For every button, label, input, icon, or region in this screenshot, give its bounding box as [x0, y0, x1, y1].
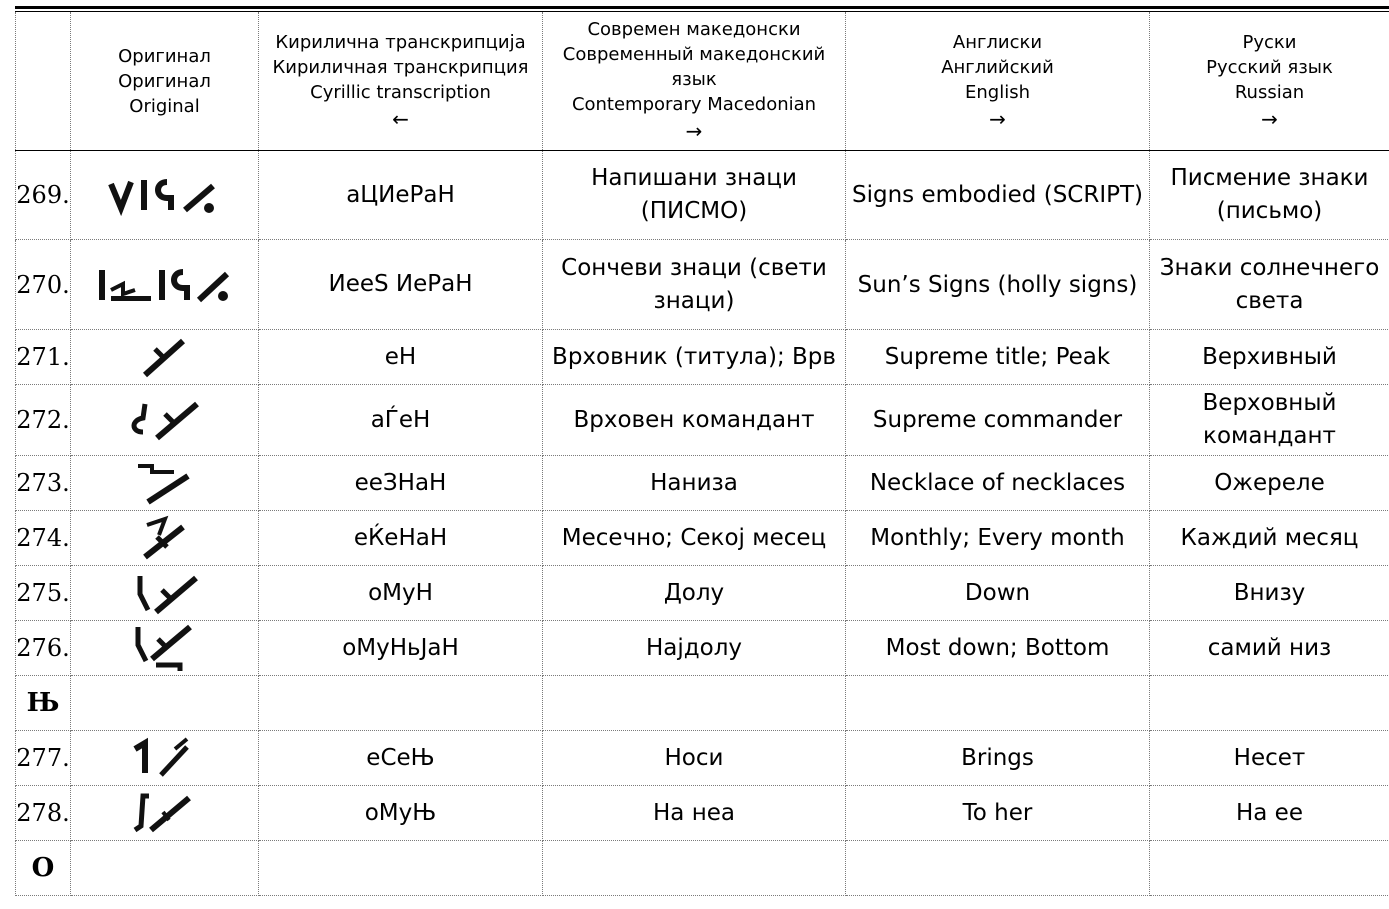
english-cell: Sun’s Signs (holly signs)	[846, 240, 1150, 330]
empty-cell	[543, 676, 846, 731]
entry-number: 274.	[16, 511, 71, 566]
cyrillic-cell: аЃеН	[259, 385, 543, 456]
entry-number: 270.	[16, 240, 71, 330]
cyrillic-cell: еСеЊ	[259, 731, 543, 786]
entry-number: 271.	[16, 330, 71, 385]
macedonian-cell: Напишани знаци (ПИСМО)	[543, 151, 846, 240]
macedonian-cell: Најдолу	[543, 621, 846, 676]
entry-number: 275.	[16, 566, 71, 621]
original-glyph-cell	[71, 786, 259, 841]
header-cyrillic-mk: Кирилична транскрипција	[275, 31, 526, 53]
cyrillic-cell: ИееЅ ИеРаН	[259, 240, 543, 330]
original-glyph-cell	[71, 330, 259, 385]
header-english-en: English	[965, 81, 1030, 103]
header-english-mk: Англиски	[952, 31, 1043, 53]
russian-cell: Несет	[1150, 731, 1389, 786]
header-english-ru: Английский	[941, 56, 1054, 78]
header-macedonian-ru-2: язык	[671, 69, 717, 90]
header-macedonian-mk: Современ македонски	[587, 19, 801, 40]
entry-number: 276.	[16, 621, 71, 676]
script-glyph-273	[130, 460, 200, 506]
header-macedonian-ru-1: Современный македонский	[562, 44, 826, 65]
top-rule	[15, 6, 1389, 9]
section-letter: О	[16, 841, 71, 896]
macedonian-cell: Врховен командант	[543, 385, 846, 456]
original-glyph-cell	[71, 731, 259, 786]
russian-cell: Знаки солнечнего света	[1150, 240, 1389, 330]
empty-cell	[1150, 841, 1389, 896]
script-glyph-274	[135, 515, 195, 561]
entry-number: 278.	[16, 786, 71, 841]
cyrillic-cell: оМуН	[259, 566, 543, 621]
table-row	[16, 330, 1389, 385]
section-letter: Њ	[16, 676, 71, 731]
macedonian-cell: Сончеви знаци (свети знаци)	[543, 240, 846, 330]
header-number	[16, 12, 71, 151]
cyrillic-cell: ееЗНаН	[259, 456, 543, 511]
russian-cell: На ее	[1150, 786, 1389, 841]
script-glyph-277	[125, 735, 205, 781]
entry-number: 277.	[16, 731, 71, 786]
english-cell: Most down; Bottom	[846, 621, 1150, 676]
english-cell: Signs embodied (SCRIPT)	[846, 151, 1150, 240]
header-macedonian-en: Contemporary Macedonian	[571, 94, 817, 115]
original-glyph-cell	[71, 385, 259, 456]
header-macedonian-arrow: →	[685, 119, 703, 143]
cyrillic-cell: аЦИеРаН	[259, 151, 543, 240]
table-row	[16, 731, 1389, 786]
header-row	[16, 12, 1389, 151]
russian-cell: Писмение знаки (письмо)	[1150, 151, 1389, 240]
header-macedonian	[543, 12, 846, 151]
macedonian-cell: Носи	[543, 731, 846, 786]
header-russian-en: Russian	[1234, 81, 1305, 103]
english-cell: Supreme title; Peak	[846, 330, 1150, 385]
table-row	[16, 385, 1389, 456]
russian-cell: самий низ	[1150, 621, 1389, 676]
original-glyph-cell	[71, 151, 259, 240]
entry-number: 272.	[16, 385, 71, 456]
empty-cell	[71, 841, 259, 896]
russian-cell: Внизу	[1150, 566, 1389, 621]
macedonian-cell: Месечно; Секој месец	[543, 511, 846, 566]
script-glyph-270	[95, 260, 235, 310]
script-glyph-276	[120, 623, 210, 673]
russian-cell: Ожереле	[1150, 456, 1389, 511]
script-glyph-275	[120, 570, 210, 616]
english-cell: Down	[846, 566, 1150, 621]
empty-cell	[71, 676, 259, 731]
english-cell: To her	[846, 786, 1150, 841]
header-cyrillic-arrow: ←	[392, 106, 409, 131]
original-glyph-cell	[71, 456, 259, 511]
english-cell: Supreme commander	[846, 385, 1150, 456]
english-cell: Necklace of necklaces	[846, 456, 1150, 511]
empty-cell	[259, 676, 543, 731]
macedonian-cell: Врховник (титула); Врв	[543, 330, 846, 385]
table-row	[16, 621, 1389, 676]
table-row	[16, 786, 1389, 841]
english-cell: Brings	[846, 731, 1150, 786]
section-letter-row	[16, 841, 1389, 896]
table-row	[16, 511, 1389, 566]
macedonian-cell: Наниза	[543, 456, 846, 511]
cyrillic-cell: оМуЊ	[259, 786, 543, 841]
table-row	[16, 566, 1389, 621]
russian-cell: Верхивный	[1150, 330, 1389, 385]
russian-cell: Верховный командант	[1150, 385, 1389, 456]
table-row	[16, 151, 1389, 240]
empty-cell	[1150, 676, 1389, 731]
macedonian-cell: Долу	[543, 566, 846, 621]
original-glyph-cell	[71, 511, 259, 566]
original-glyph-cell	[71, 566, 259, 621]
english-cell: Monthly; Every month	[846, 511, 1150, 566]
header-original-mk: Оригинал	[118, 45, 211, 67]
empty-cell	[543, 841, 846, 896]
lexicon-table	[15, 12, 1389, 896]
entry-number: 273.	[16, 456, 71, 511]
table-row	[16, 456, 1389, 511]
cyrillic-cell: еЌеНаН	[259, 511, 543, 566]
macedonian-cell: На неа	[543, 786, 846, 841]
empty-cell	[259, 841, 543, 896]
russian-cell: Каждий месяц	[1150, 511, 1389, 566]
table-row	[16, 240, 1389, 330]
cyrillic-cell: оМуНьЈаН	[259, 621, 543, 676]
header-cyrillic-ru: Кириличная транскрипция	[272, 56, 529, 78]
original-glyph-cell	[71, 240, 259, 330]
cyrillic-cell: еН	[259, 330, 543, 385]
empty-cell	[846, 676, 1150, 731]
header-russian-ru: Русский язык	[1206, 56, 1333, 78]
original-glyph-cell	[71, 621, 259, 676]
script-glyph-271	[135, 335, 195, 379]
header-original-ru: Оригинал	[118, 70, 211, 92]
header-original	[71, 12, 259, 151]
header-russian-mk: Руски	[1242, 31, 1297, 53]
empty-cell	[846, 841, 1150, 896]
header-russian	[1150, 12, 1389, 151]
section-letter-row	[16, 676, 1389, 731]
script-glyph-278	[125, 790, 205, 836]
script-glyph-269	[105, 170, 225, 220]
entry-number: 269.	[16, 151, 71, 240]
header-cyrillic-en: Cyrillic transcription	[310, 81, 491, 103]
header-cyrillic	[259, 12, 543, 151]
header-english-arrow: →	[989, 106, 1006, 131]
header-original-en: Original	[129, 95, 200, 117]
header-english	[846, 12, 1150, 151]
script-glyph-272	[125, 398, 205, 442]
header-russian-arrow: →	[1261, 106, 1278, 131]
